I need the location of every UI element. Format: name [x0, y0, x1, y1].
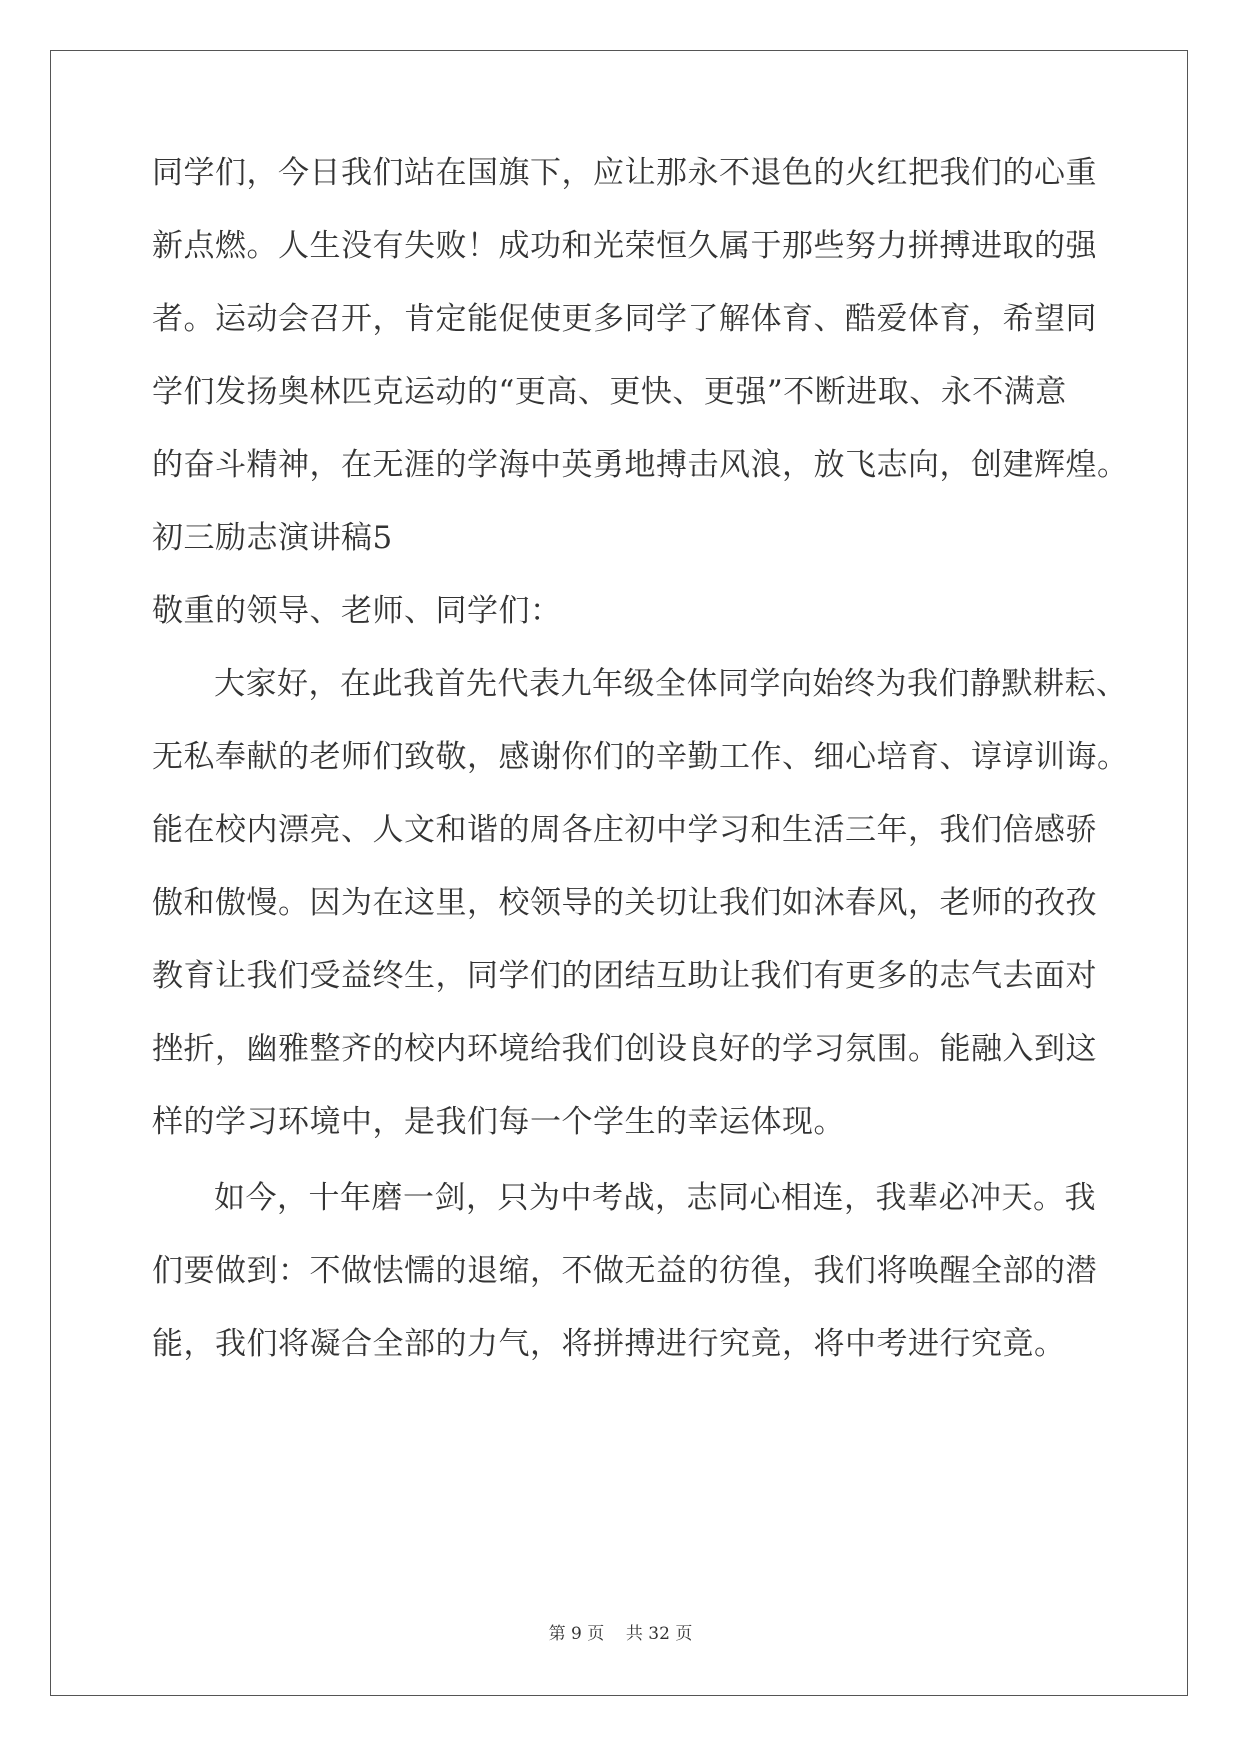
body-line: 样的学习环境中，是我们每一个学生的幸运体现。 [152, 1104, 845, 1140]
page-number-footer: 第 9 页 共 32 页 [548, 1624, 693, 1644]
body-line: 能在校内漂亮、人文和谐的周各庄初中学习和生活三年，我们倍感骄 [152, 812, 1097, 848]
salutation: 敬重的领导、老师、同学们： [152, 593, 562, 629]
paragraph-start: 大家好，在此我首先代表九年级全体同学向始终为我们静默耕耘、 [214, 666, 1128, 702]
body-line: 同学们，今日我们站在国旗下，应让那永不退色的火红把我们的心重 [152, 155, 1097, 191]
paragraph-start: 如今，十年磨一剑，只为中考战，志同心相连，我辈必冲天。我 [214, 1180, 1096, 1216]
section-heading: 初三励志演讲稿5 [152, 520, 393, 556]
page-border [50, 50, 1188, 1696]
body-line: 教育让我们受益终生，同学们的团结互助让我们有更多的志气去面对 [152, 958, 1097, 994]
body-line: 的奋斗精神，在无涯的学海中英勇地搏击风浪，放飞志向，创建辉煌。 [152, 447, 1129, 483]
body-line: 无私奉献的老师们致敬，感谢你们的辛勤工作、细心培育、谆谆训诲。 [152, 739, 1129, 775]
body-line: 者。运动会召开，肯定能促使更多同学了解体育、酷爱体育，希望同 [152, 301, 1097, 337]
body-line: 能，我们将凝合全部的力气，将拼搏进行究竟，将中考进行究竟。 [152, 1326, 1066, 1362]
body-line: 学们发扬奥林匹克运动的“更高、更快、更强”不断进取、永不满意 [152, 374, 1067, 410]
body-line: 挫折，幽雅整齐的校内环境给我们创设良好的学习氛围。能融入到这 [152, 1031, 1097, 1067]
body-line: 新点燃。人生没有失败！成功和光荣恒久属于那些努力拼搏进取的强 [152, 228, 1097, 264]
body-line: 傲和傲慢。因为在这里，校领导的关切让我们如沐春风，老师的孜孜 [152, 885, 1097, 921]
body-line: 们要做到：不做怯懦的退缩，不做无益的彷徨，我们将唤醒全部的潜 [152, 1253, 1097, 1289]
